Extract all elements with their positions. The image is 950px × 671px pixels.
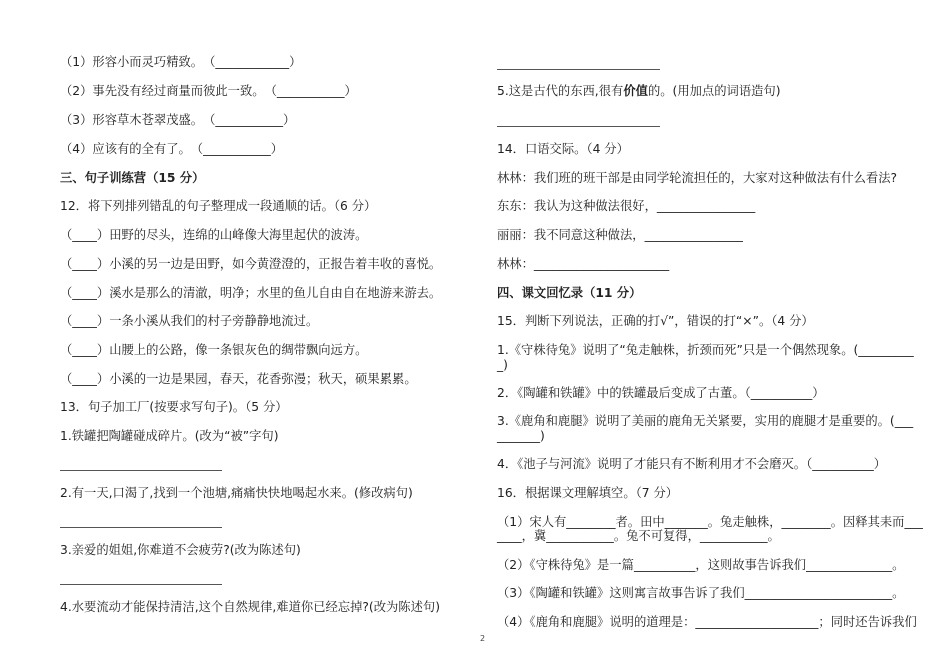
page-number: 2 (480, 634, 486, 643)
judge-item-4: 4．《池子与河流》说明了才能只有不断利用才不会磨灭。（__________） (497, 457, 887, 471)
question-14-prompt: 14．口语交际。（4 分） (497, 142, 629, 156)
q5-emphasized-word: 价值 (623, 84, 648, 98)
idiom-item-3: （3）形容草木苍翠茂盛。 （___________） (60, 113, 296, 127)
fill-item-1: （1）宋人有________者。田中_______。兔走触株，________。因释其耒而___ (497, 515, 923, 529)
judge-item-1: 1.《守株待兔》说明了“兔走触株，折颈而死”只是一个偶然现象。(_________ (497, 343, 914, 357)
answer-line (497, 69, 660, 70)
section-heading-4: 四、课文回忆录（11 分） (497, 286, 642, 300)
sentence-order-item-4: （____）一条小溪从我们的村子旁静静地流过。 (60, 314, 319, 328)
sentence-order-item-6: （____）小溪的一边是果园，春天，花香弥漫；秋天，硕果累累。 (60, 372, 417, 386)
sentence-order-item-5: （____）山腰上的公路，像一条银灰色的绸带飘向远方。 (60, 343, 368, 357)
answer-line (60, 584, 222, 585)
question-15-prompt: 15．判断下列说法，正确的打√”，错误的打“×”。（4 分） (497, 314, 814, 328)
idiom-item-2: （2）事先没有经过商量而彼此一致。 （___________） (60, 84, 357, 98)
section-heading-3: 三、句子训练营（15 分） (60, 171, 205, 185)
dialogue-line-3: 丽丽：我不同意这种做法，________________ (497, 228, 743, 242)
answer-line (60, 527, 222, 528)
q5-suffix: 的。(用加点的词语造句) (647, 84, 781, 98)
question-13-prompt: 13．句子加工厂(按要求写句子)。（5 分） (60, 400, 288, 414)
judge-item-1-cont: _) (497, 358, 508, 372)
fill-item-3: （3）《陶罐和铁罐》这则寓言故事告诉了我们________________________。 (497, 586, 905, 600)
question-5-prompt (497, 83, 781, 99)
idiom-item-4: （4）应该有的全有了。 （___________） (60, 142, 284, 156)
rewrite-item-2: 2.有一天,口渴了,找到一个池塘,痛痛快快地喝起水来。(修改病句) (60, 486, 413, 500)
sentence-order-item-2: （____）小溪的另一边是田野，如今黄澄澄的，正报告着丰收的喜悦。 (60, 257, 442, 271)
q5-prefix: 5.这是古代的东西,很有 (497, 84, 624, 98)
fill-item-2: （2）《守株待兔》是一篇__________，这则故事告诉我们______________。 (497, 558, 905, 572)
judge-item-2: 2．《陶罐和铁罐》中的铁罐最后变成了古董。（__________） (497, 386, 825, 400)
dialogue-line-1: 林林：我们班的班干部是由同学轮流担任的，大家对这种做法有什么看法? (497, 171, 898, 185)
sentence-order-item-1: （____）田野的尽头，连绵的山峰像大海里起伏的波涛。 (60, 228, 368, 242)
rewrite-item-3: 3.亲爱的姐姐,你难道不会疲劳?(改为陈述句) (60, 543, 301, 557)
judge-item-3: 3.《鹿角和鹿腿》说明了美丽的鹿角无关紧要，实用的鹿腿才是重要的。(___ (497, 414, 914, 428)
fill-item-4: （4）《鹿角和鹿腿》说明的道理是：____________________；同时还告诉我们 (497, 615, 917, 629)
answer-line (497, 126, 660, 127)
dialogue-line-4: 林林：______________________ (497, 257, 670, 271)
rewrite-item-1: 1.铁罐把陶罐碰成碎片。(改为“被”字句) (60, 429, 279, 443)
idiom-item-1: （1）形容小而灵巧精致。 （____________） (60, 55, 302, 69)
question-16-prompt: 16．根据课文理解填空。（7 分） (497, 486, 679, 500)
sentence-order-item-3: （____）溪水是那么的清澈，明净；水里的鱼儿自由自在地游来游去。 (60, 286, 442, 300)
rewrite-item-4: 4.水要流动才能保持清洁,这个自然规律,难道你已经忘掉?(改为陈述句) (60, 600, 440, 614)
answer-line (60, 470, 222, 471)
judge-item-3-cont: _______) (497, 429, 545, 443)
fill-item-1-cont: ____，冀___________。兔不可复得，___________。 (497, 529, 780, 543)
dialogue-line-2: 东东：我认为这种做法很好，________________ (497, 199, 756, 213)
question-12-prompt: 12．将下列排列错乱的句子整理成一段通顺的话。（6 分） (60, 199, 377, 213)
